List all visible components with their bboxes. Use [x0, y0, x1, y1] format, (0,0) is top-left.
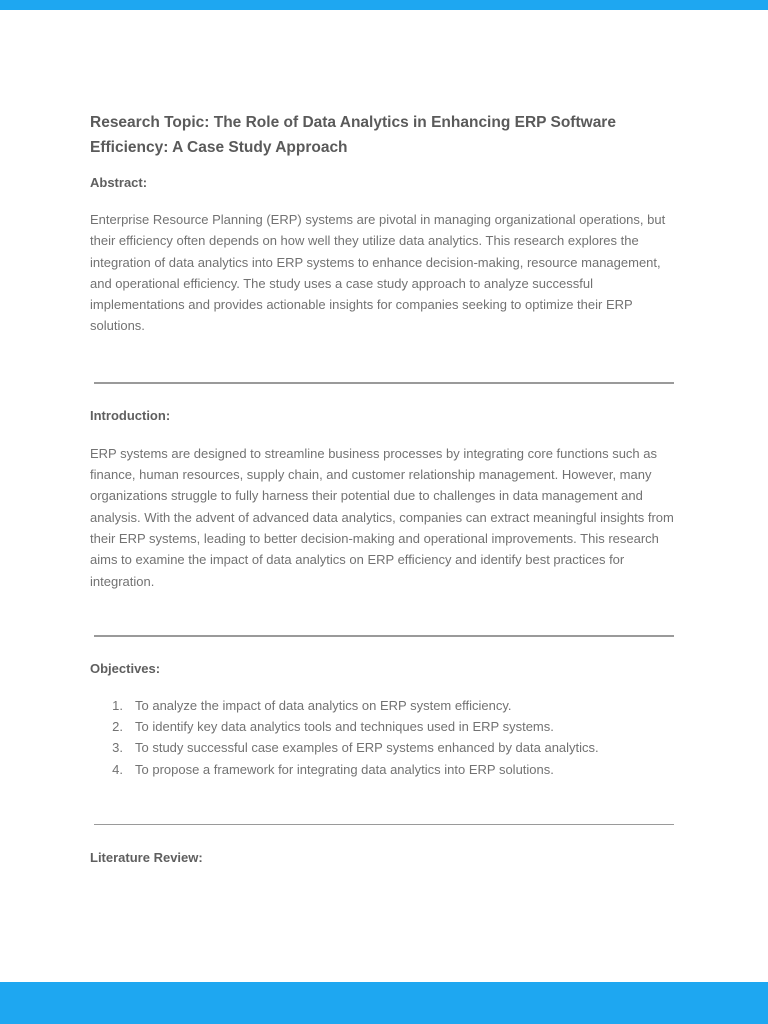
abstract-text: Enterprise Resource Planning (ERP) systems are pivotal in managing organizational operations, but their efficiency often depends on how well they utilize data analytics. This research explores the integration of data analytics into ERP systems to enhance decision-making, resource management, and operational efficiency. The study uses a case study approach to analyze successful implementations and provides actionable insights for companies seeking to optimize their ERP solutions.: [90, 212, 666, 334]
list-item-text: To propose a framework for integrating data analytics into ERP solutions.: [135, 761, 554, 777]
introduction-text: ERP systems are designed to streamline business processes by integrating core functions such as finance, human resources, supply chain, and customer relationship management. However, many organizations struggle to fully harness their potential due to challenges in data management and analysis. With the advent of advanced data analytics, companies can extract meaningful insights from their ERP systems, leading to better decision-making and operational improvements. This research aims to examine the impact of data analytics on ERP efficiency and identify best practices for integration.: [90, 445, 674, 589]
objectives-list: [90, 695, 674, 780]
bottom-accent-bar: [0, 982, 768, 1024]
document-title: Research Topic: The Role of Data Analytics in Enhancing ERP Software Efficiency: A Case Study Approach: [90, 114, 616, 156]
document-body: [90, 110, 674, 867]
list-item-number: 2.: [112, 719, 123, 735]
list-item-text: To study successful case examples of ERP systems enhanced by data analytics.: [135, 740, 599, 756]
list-item: [90, 695, 674, 716]
introduction-heading: Introduction:: [90, 407, 171, 423]
top-accent-bar: [0, 0, 768, 10]
literature-review-heading: Literature Review:: [90, 850, 203, 866]
list-item-number: 3.: [112, 740, 123, 756]
objectives-heading: Objectives:: [90, 660, 161, 676]
list-item: [90, 737, 674, 758]
list-item-number: 4.: [112, 761, 123, 777]
list-item: [90, 759, 674, 780]
abstract-heading: Abstract:: [90, 175, 148, 190]
list-item-text: To analyze the impact of data analytics on ERP system efficiency.: [135, 697, 512, 713]
list-item: [90, 716, 674, 737]
list-item-number: 1.: [112, 697, 123, 713]
list-item-text: To identify key data analytics tools and techniques used in ERP systems.: [135, 719, 554, 735]
